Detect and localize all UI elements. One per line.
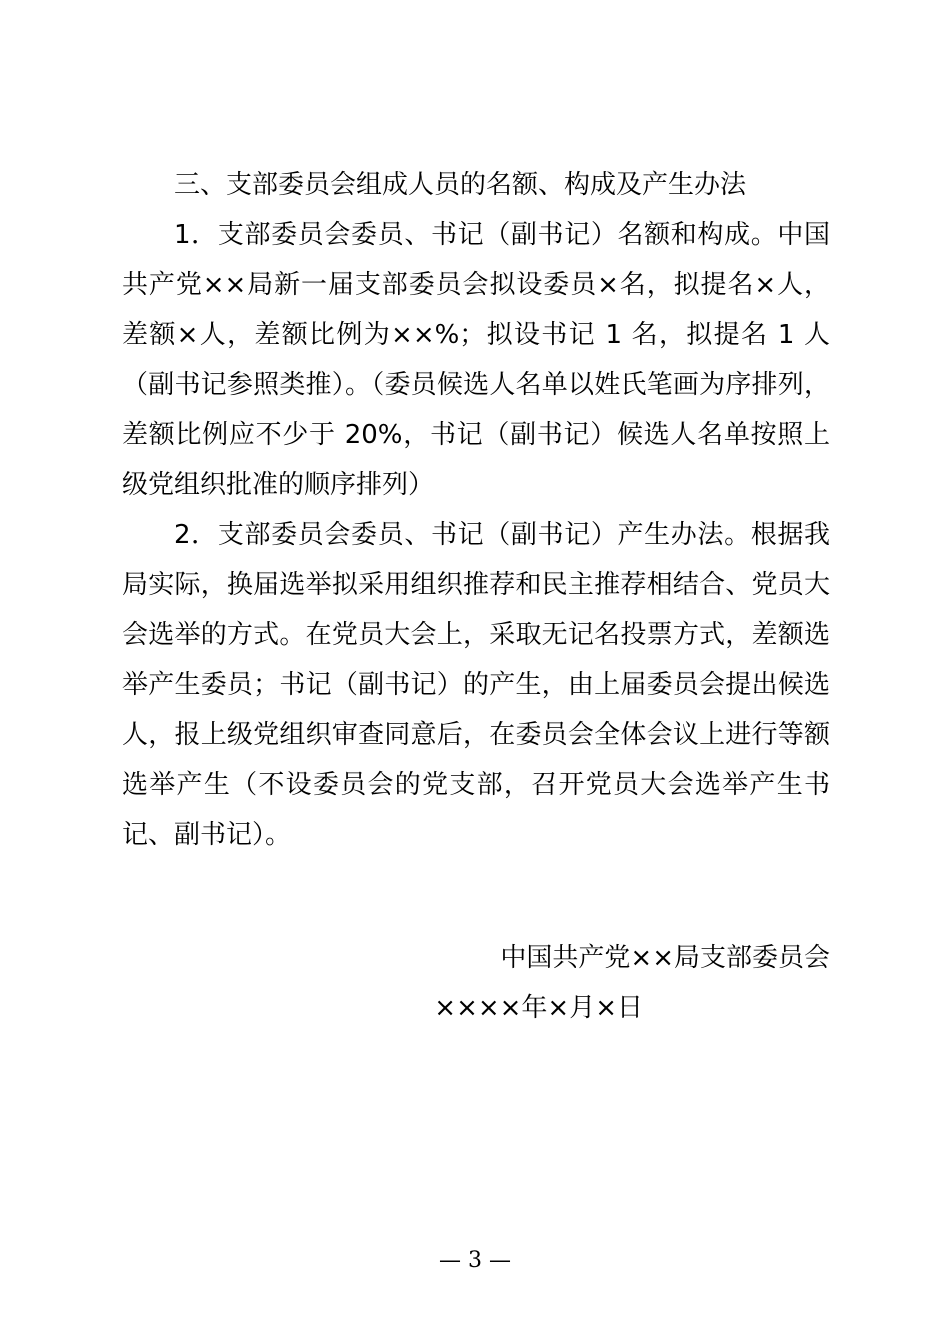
signature-block [0,933,830,1033]
signature-date: ××××年×月×日 [434,993,643,1023]
section-heading: 三、支部委员会组成人员的名额、构成及产生办法 [174,170,747,200]
paragraph-2: 2．支部委员会委员、书记（副书记）产生办法。根据我局实际，换届选举拟采用组织推荐和民主推荐相结合、党员大会选举的方式。在党员大会上，采取无记名投票方式，差额选举产生委员；书记（副书记）的产生，由上届委员会提出候选人，报上级党组织审查同意后，在委员会全体会议上进行等额选举产生（不设委员会的党支部，召开党员大会选举产生书记、副书记）。 [122,520,830,850]
document-body [122,160,830,860]
signature-organization: 中国共产党××局支部委员会 [500,943,830,973]
paragraph-1: 1．支部委员会委员、书记（副书记）名额和构成。中国共产党××局新一届支部委员会拟设委员×名，拟提名×人，差额×人，差额比例为××%；拟设书记 1 名，拟提名 1 人（副书记参照类推）。（委员候选人名单以姓氏笔画为序排列，差额比例应不少于 20%，书记（副书记）候选人名单按照上级党组织批准的顺序排列） [122,220,830,500]
page-number: — 3 — [439,1248,511,1273]
